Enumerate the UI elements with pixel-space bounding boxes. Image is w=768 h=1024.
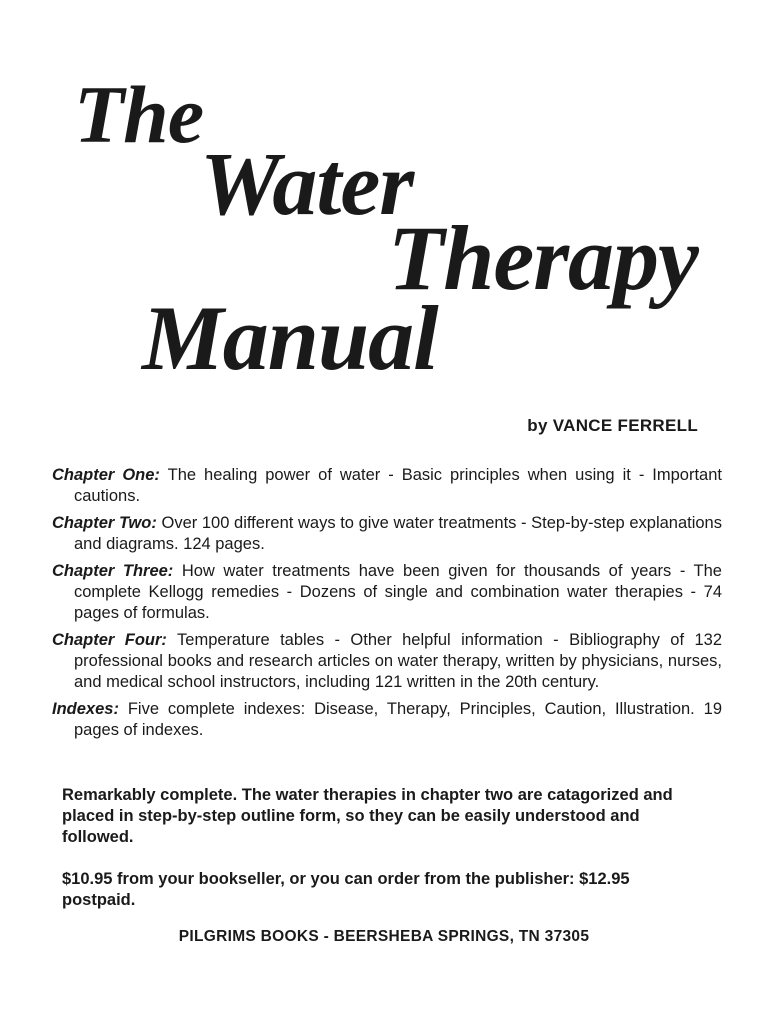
author-byline: by VANCE FERRELL bbox=[527, 416, 698, 435]
chapter-four bbox=[52, 630, 722, 693]
chapter-label: Chapter One: bbox=[52, 466, 160, 484]
title-word-manual: Manual bbox=[142, 287, 438, 389]
chapter-label: Indexes: bbox=[52, 700, 119, 718]
chapter-list bbox=[52, 465, 722, 747]
chapter-label: Chapter Four: bbox=[52, 631, 167, 649]
chapter-description: The healing power of water - Basic principles when using it - Important cautions. bbox=[74, 466, 722, 505]
chapter-three bbox=[52, 561, 722, 624]
title-word-therapy: Therapy bbox=[388, 207, 698, 309]
chapter-description: How water treatments have been given for thousands of years - The complete Kellogg remedies - Dozens of single and combination water therapies - 74 pages of formulas. bbox=[74, 562, 722, 622]
price-info: $10.95 from your bookseller, or you can order from the publisher: $12.95 postpaid. bbox=[62, 870, 630, 909]
chapter-description: Five complete indexes: Disease, Therapy, Principles, Caution, Illustration. 19 pages of indexes. bbox=[74, 700, 722, 739]
chapter-two bbox=[52, 513, 722, 555]
title-word-water: Water bbox=[200, 135, 414, 234]
chapter-label: Chapter Two: bbox=[52, 514, 157, 532]
title-word-the: The bbox=[74, 69, 204, 160]
publisher-address: PILGRIMS BOOKS - BEERSHEBA SPRINGS, TN 37305 bbox=[178, 928, 590, 945]
promo-block bbox=[62, 785, 682, 932]
chapter-description: Temperature tables - Other helpful information - Bibliography of 132 professional books and research articles on water therapy, written by physicians, nurses, and medical school instructors, including 121 written in the 20th century. bbox=[74, 631, 722, 691]
chapter-description: Over 100 different ways to give water treatments - Step-by-step explanations and diagrams. 124 pages. bbox=[74, 514, 722, 553]
chapter-one bbox=[52, 465, 722, 507]
indexes bbox=[52, 699, 722, 741]
chapter-label: Chapter Three: bbox=[52, 562, 174, 580]
promo-summary: Remarkably complete. The water therapies in chapter two are catagorized and placed in step-by-step outline form, so they can be easily understood and followed. bbox=[62, 786, 673, 846]
